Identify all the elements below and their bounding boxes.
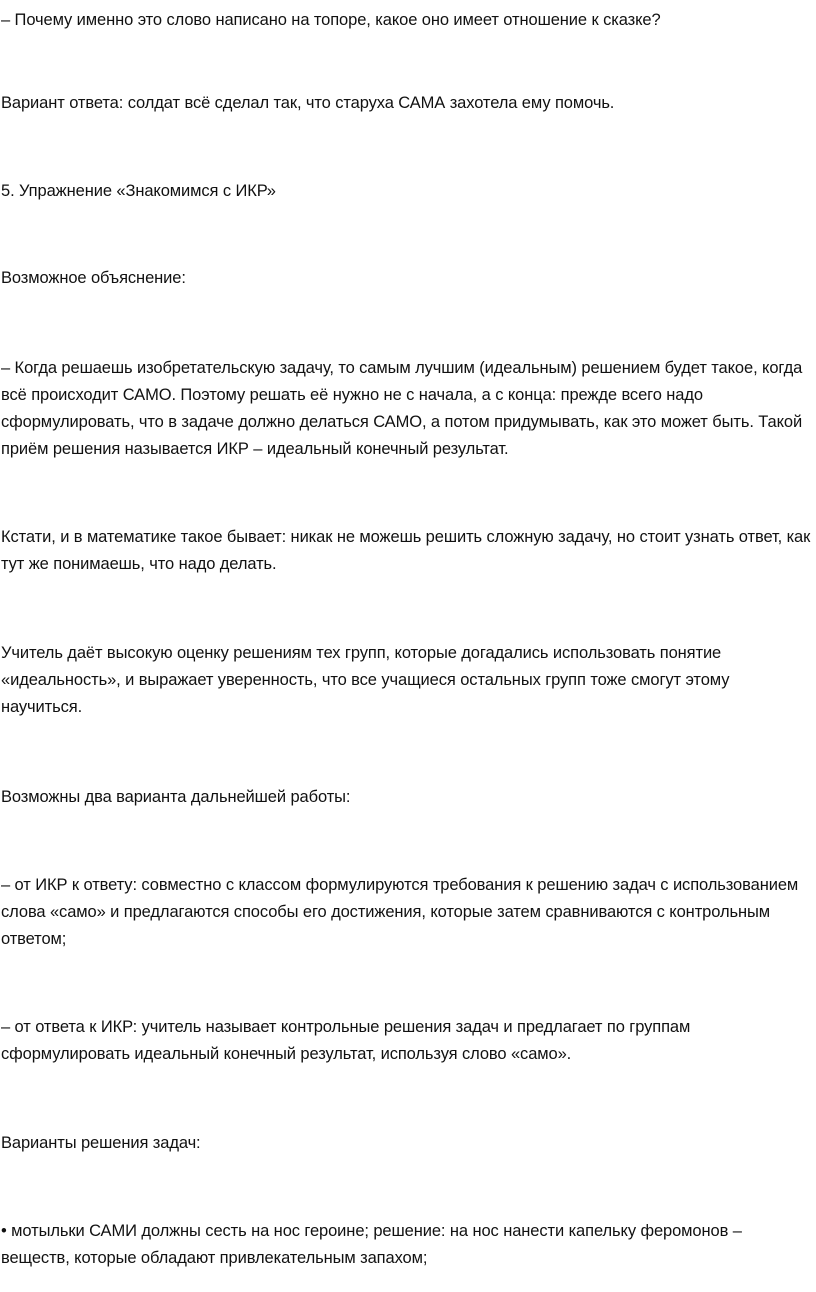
paragraph-ikr-to-answer: – от ИКР к ответу: совместно с классом формулируются требования к решению задач с использованием слова «само» и предлагаются способы его достижения, которые затем сравниваются с контрольным ответом; — [1, 876, 799, 948]
paragraph-exercise-heading: 5. Упражнение «Знакомимся с ИКР» — [1, 182, 276, 200]
paragraph-math-note: Кстати, и в математике такое бывает: никак не можешь решить сложную задачу, но стоит узнать ответ, как тут же понимаешь, что надо делать. — [1, 528, 811, 573]
paragraph-solutions-label: Варианты решения задач: — [1, 1134, 201, 1152]
paragraph-question: – Почему именно это слово написано на топоре, какое оно имеет отношение к сказке? — [1, 11, 661, 29]
paragraph-teacher-assessment: Учитель даёт высокую оценку решениям тех групп, которые догадались использовать понятие «идеальность», и выражает уверенность, что все учащиеся остальных групп тоже смогут этому научиться. — [1, 644, 730, 716]
paragraph-ikr-explanation: – Когда решаешь изобретательскую задачу, то самым лучшим (идеальным) решением будет такое, когда всё происходит САМО. Поэтому решать её нужно не с начала, а с конца: прежде всего надо сформулировать, что в задаче должно делаться САМО, а потом придумывать, как это может быть. Такой приём решения называется ИКР – идеальный конечный результат. — [1, 359, 803, 458]
paragraph-explanation-label: Возможное объяснение: — [1, 269, 186, 287]
paragraph-work-variants-label: Возможны два варианта дальнейшей работы: — [1, 788, 351, 806]
paragraph-answer-to-ikr: – от ответа к ИКР: учитель называет контрольные решения задач и предлагает по группам сформулировать идеальный конечный результат, используя слово «само». — [1, 1018, 691, 1063]
paragraph-moth-solution: • мотыльки САМИ должны сесть на нос героине; решение: на нос нанести капельку феромонов – веществ, которые обладают привлекательным запахом; — [1, 1222, 742, 1267]
paragraph-answer-variant: Вариант ответа: солдат всё сделал так, что старуха САМА захотела ему помочь. — [1, 94, 615, 112]
